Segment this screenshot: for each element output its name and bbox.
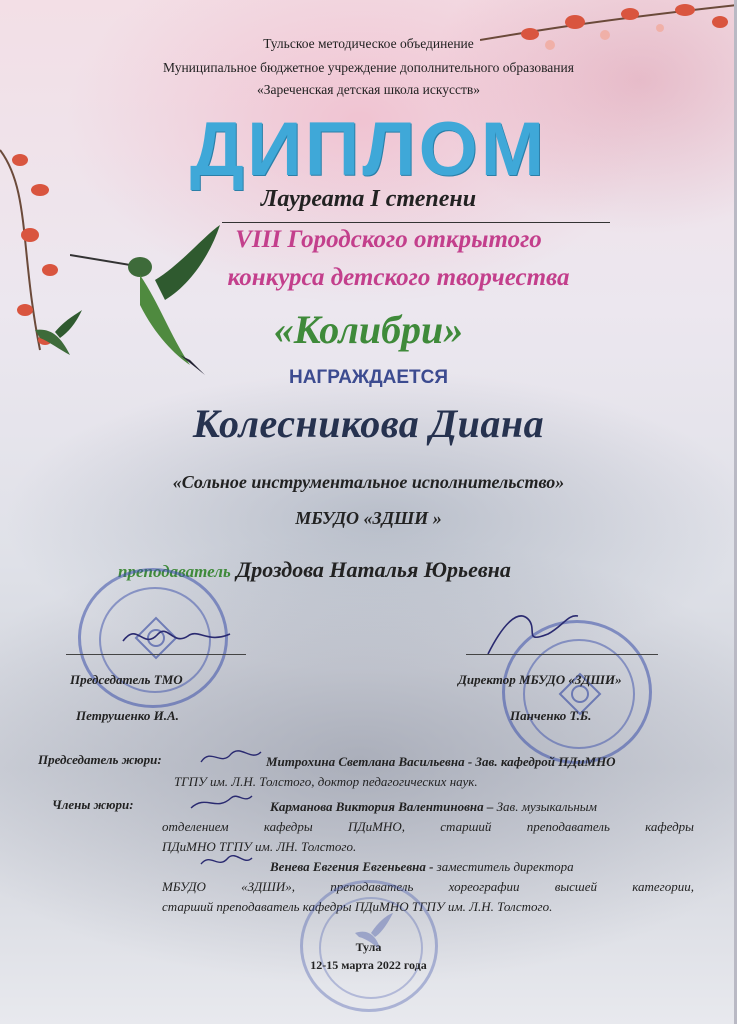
signature-director bbox=[478, 604, 588, 664]
chairman-title: Председатель ТМО bbox=[70, 672, 183, 687]
jury-chair-text: Митрохина Светлана Васильевна - Зав. кафедрой ПДиМНО bbox=[266, 754, 616, 769]
director-title: Директор МБУДО «ЗДШИ» bbox=[458, 672, 622, 687]
laureate-degree: Лауреата I степени bbox=[260, 186, 477, 212]
signature-jury-member-2 bbox=[196, 846, 256, 874]
recipient-name: Колесникова Диана bbox=[192, 401, 545, 446]
header-line-2: Муниципальное бюджетное учреждение дополнительного образования bbox=[163, 60, 574, 75]
jury-chair-line-2: ТГПУ им. Л.Н. Толстого, доктор педагогических наук. bbox=[174, 774, 478, 789]
signature-line-left bbox=[66, 654, 246, 655]
signature-jury-chair bbox=[196, 742, 266, 772]
jury-member-1-position: Зав. музыкальным bbox=[496, 799, 597, 814]
jury-member-1-name: Карманова Виктория Валентиновна – bbox=[270, 799, 494, 814]
header-line-1: Тульское методическое объединение bbox=[263, 36, 474, 51]
header-line-3: «Зареченская детская школа искусств» bbox=[257, 82, 480, 97]
jury-member-2-line-3: старший преподаватель кафедры ПДиМНО ТГПУ им. Л.Н. Толстого. bbox=[162, 899, 553, 914]
signature-jury-member-1 bbox=[186, 786, 256, 816]
contest-line-2: конкурса детского творчества bbox=[227, 264, 570, 291]
awarded-label: НАГРАЖДАЕТСЯ bbox=[288, 367, 449, 388]
jury-chair-line-1 bbox=[266, 752, 690, 771]
jury-member-1-line-2: отделением кафедры ПДиМНО, старший преподаватель кафедры bbox=[162, 819, 694, 834]
signature-chairman bbox=[118, 616, 238, 656]
nomination: «Сольное инструментальное исполнительство» bbox=[172, 472, 565, 492]
jury-chair-label: Председатель жюри: bbox=[38, 752, 162, 767]
contest-line-1: VIII Городского открытого bbox=[235, 226, 542, 253]
laureate-underline bbox=[222, 222, 610, 223]
teacher-label: преподаватель bbox=[118, 562, 231, 581]
teacher-name: Дроздова Наталья Юрьевна bbox=[236, 557, 511, 582]
jury-member-2-line-2: МБУДО «ЗДШИ», преподаватель хореографии высшей категории, bbox=[162, 879, 694, 894]
jury-member-2-line-1 bbox=[270, 857, 694, 876]
school-name: МБУДО «ЗДШИ » bbox=[295, 508, 442, 528]
jury-member-1-line-1 bbox=[270, 797, 694, 816]
jury-member-2-position: заместитель директора bbox=[436, 859, 574, 874]
signature-line-right bbox=[466, 654, 658, 655]
jury-member-1-line-3: ПДиМНО ТГПУ им. ЛН. Толстого. bbox=[162, 839, 357, 854]
chairman-name: Петрушенко И.А. bbox=[76, 708, 179, 723]
diploma-title: ДИПЛОМ bbox=[189, 107, 548, 192]
city: Тула bbox=[355, 940, 382, 954]
event-date: 12-15 марта 2022 года bbox=[310, 958, 427, 972]
contest-name: «Колибри» bbox=[273, 307, 464, 352]
jury-members-label: Члены жюри: bbox=[52, 797, 134, 812]
jury-member-2-name: Венева Евгения Евгеньевна - bbox=[270, 859, 434, 874]
director-name: Панченко Т.Б. bbox=[510, 708, 592, 723]
